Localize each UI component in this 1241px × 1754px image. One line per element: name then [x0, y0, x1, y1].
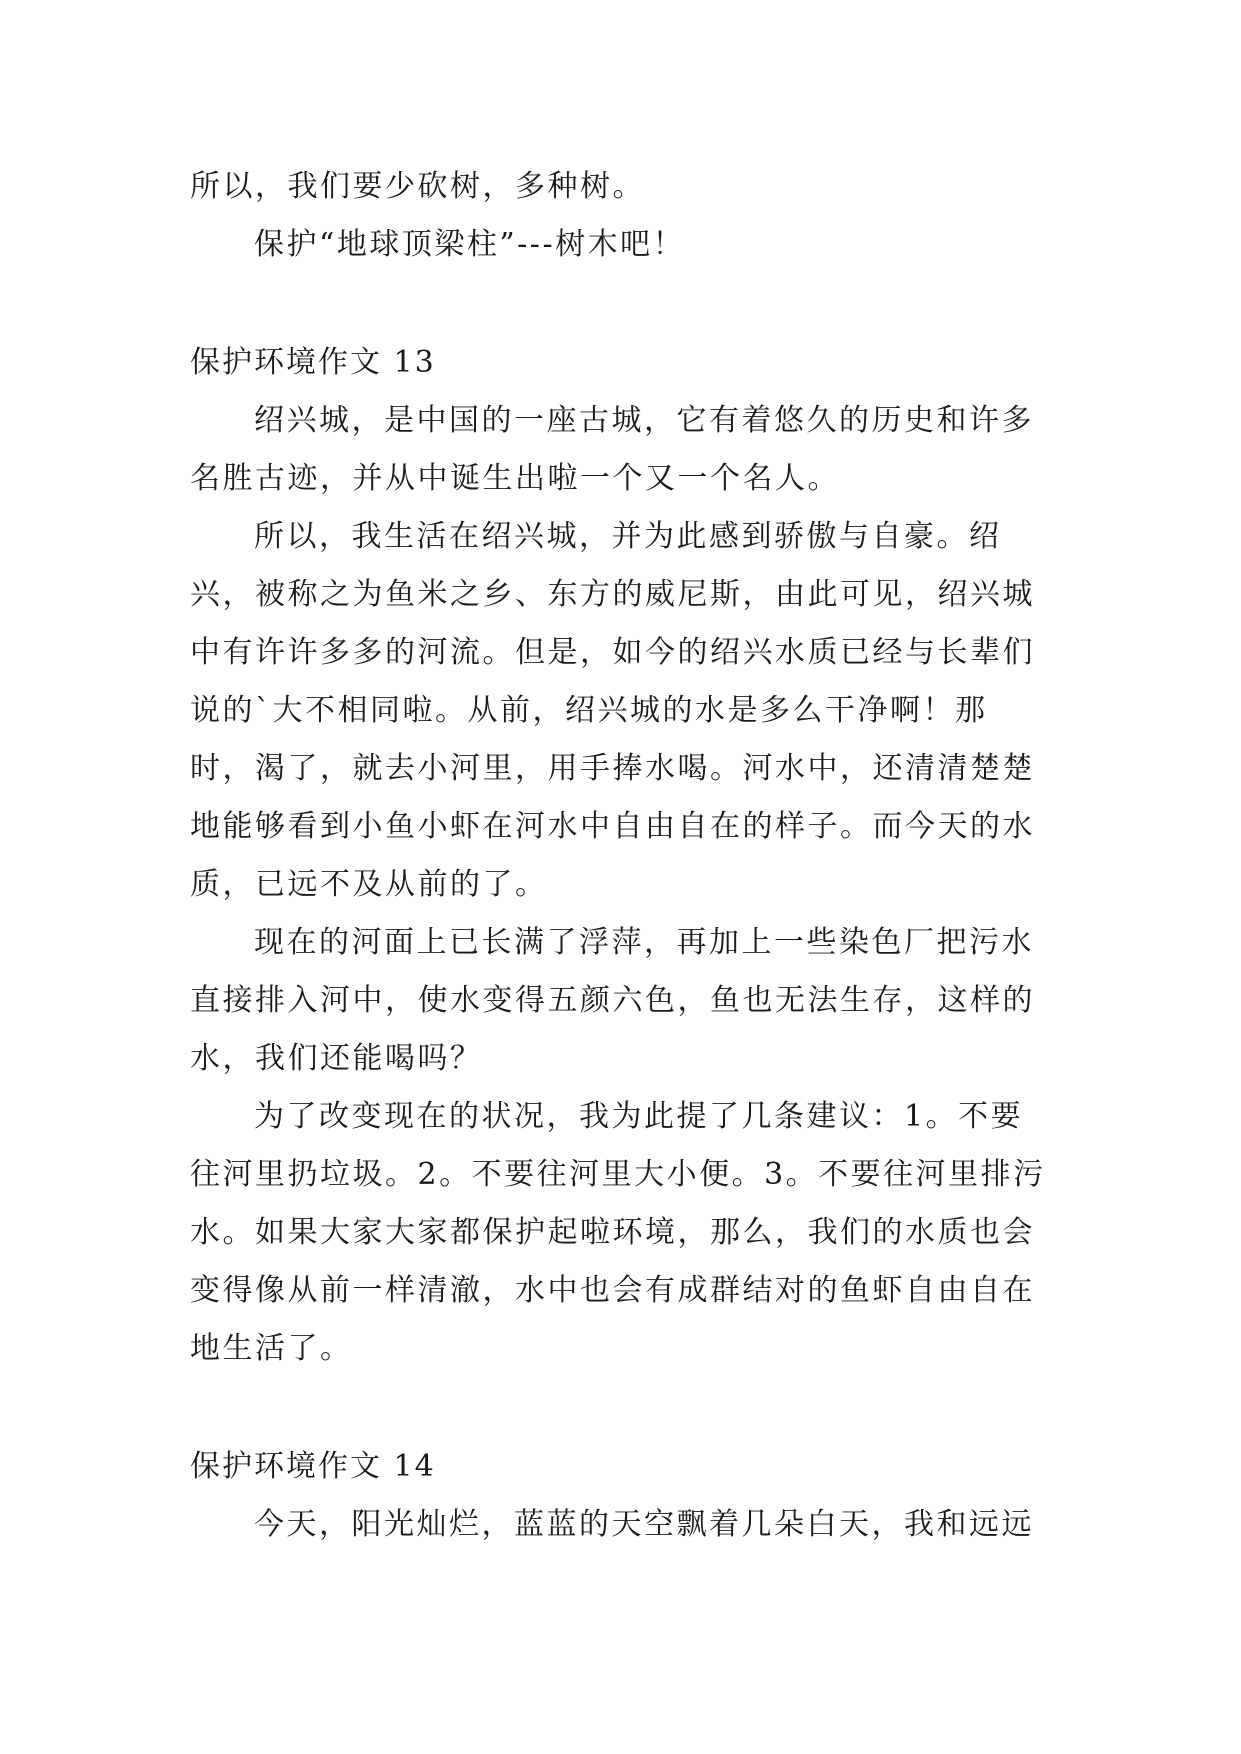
paragraph: 为了改变现在的状况，我为此提了几条建议：1。不要往河里扔垃圾。2。不要往河里大小便。3。不要往河里排污水。如果大家大家都保护起啦环境，那么，我们的水质也会变得像从前一样清澈，水中也会有成群结对的鱼虾自由自在地生活了。 — [190, 1099, 1046, 1366]
paragraph: 所以，我生活在绍兴城，并为此感到骄傲与自豪。绍兴，被称之为鱼米之乡、东方的威尼斯，由此可见，绍兴城中有许许多多的河流。但是，如今的绍兴水质已经与长辈们说的`大不相同啦。从前，绍兴城的水是多么干净啊！那时，渴了，就去小河里，用手捧水喝。河水中，还清清楚楚地能够看到小鱼小虾在河水中自由自在的样子。而今天的水质，已远不及从前的了。 — [190, 519, 1035, 902]
paragraph-line: 保护“地球顶梁柱”---树木吧！ — [254, 227, 686, 262]
paragraph-line: 所以，我们要少砍树，多种树。 — [190, 169, 645, 204]
paragraph: 绍兴城，是中国的一座古城，它有着悠久的历史和许多名胜古迹，并从中诞生出啦一个又一个名人。 — [190, 403, 1034, 496]
essay-title: 保护环境作文 14 — [190, 1449, 436, 1484]
paragraph: 现在的河面上已长满了浮萍，再加上一些染色厂把污水直接排入河中，使水变得五颜六色，鱼也无法生存，这样的水，我们还能喝吗？ — [190, 925, 1035, 1076]
essay-title: 保护环境作文 13 — [190, 345, 436, 380]
paragraph: 今天，阳光灿烂，蓝蓝的天空飘着几朵白天，我和远远 — [254, 1507, 1034, 1542]
